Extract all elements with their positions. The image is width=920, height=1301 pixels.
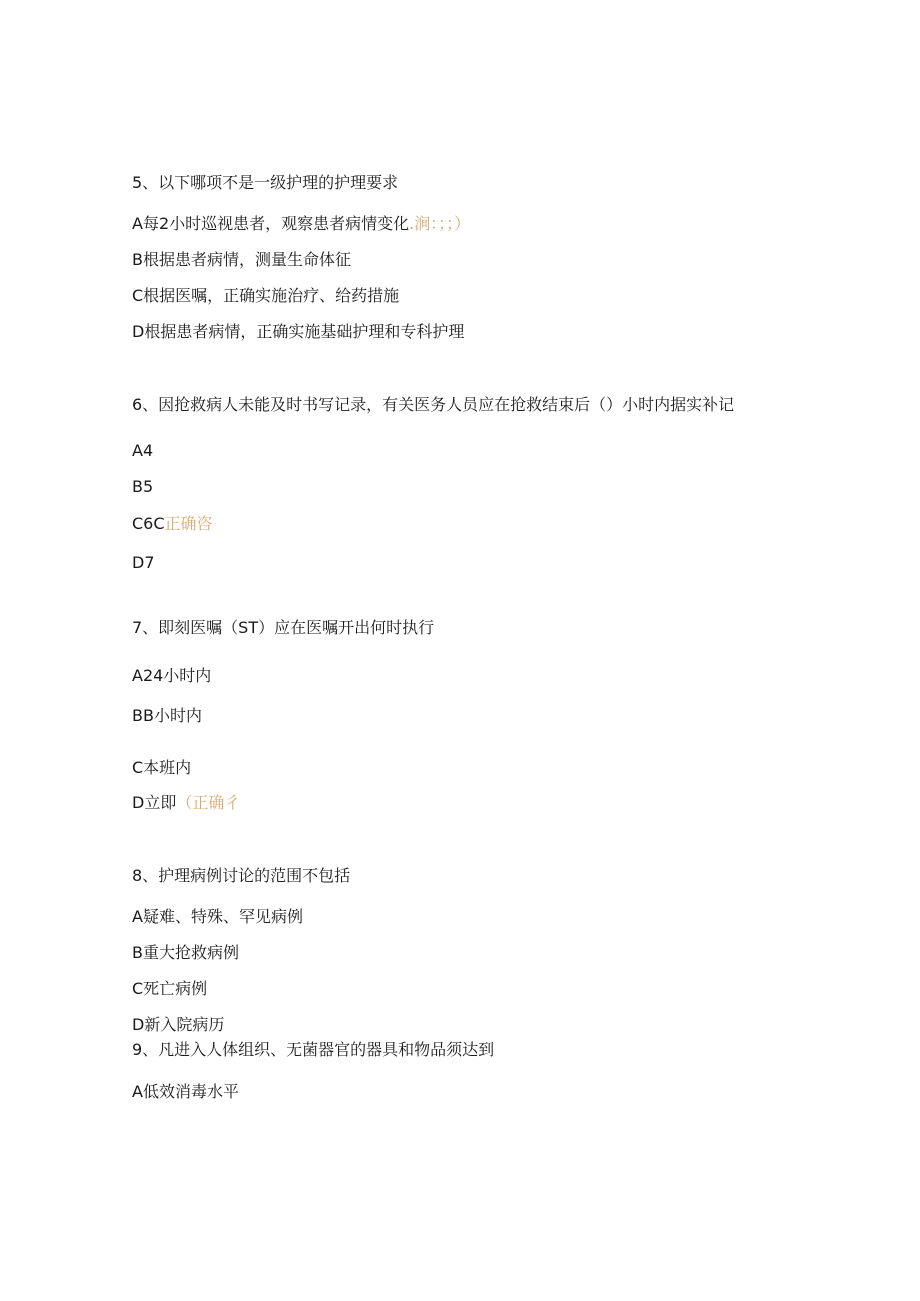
option-text: A每2小时巡视患者，观察患者病情变化	[132, 214, 410, 233]
option-c	[132, 286, 399, 306]
margin-note: （正确彳	[176, 793, 241, 812]
option-c	[132, 758, 191, 778]
question-stem: 7、即刻医嘱（ST）应在医嘱开出何时执行	[132, 618, 435, 637]
option-text: C6C	[132, 514, 165, 533]
option-text: B重大抢救病例	[132, 943, 239, 962]
question-stem: 8、护理病例讨论的范围不包括	[132, 866, 351, 885]
option-a	[132, 441, 153, 461]
option-b	[132, 250, 351, 270]
option-b	[132, 706, 202, 726]
option-d	[132, 553, 155, 573]
option-text: A疑难、特殊、罕见病例	[132, 907, 303, 926]
option-a	[132, 666, 211, 686]
margin-note: 正确咨	[164, 514, 213, 533]
margin-note: .涧：；；）	[409, 214, 471, 233]
option-b	[132, 943, 239, 963]
option-text: D7	[132, 553, 155, 572]
option-a	[132, 1082, 239, 1102]
question-stem: 5、以下哪项不是一级护理的护理要求	[132, 173, 399, 192]
option-a	[132, 907, 303, 927]
question-stem: 9、凡进入人体组织、无菌器官的器具和物品须达到	[132, 1040, 495, 1059]
option-text: B根据患者病情，测量生命体征	[132, 250, 351, 269]
option-a	[132, 214, 470, 234]
option-text: BB小时内	[132, 706, 202, 725]
question-stem: 6、因抢救病人未能及时书写记录，有关医务人员应在抢救结束后（）小时内据实补记	[132, 395, 735, 414]
option-text: C死亡病例	[132, 979, 208, 998]
option-text: A24小时内	[132, 666, 212, 685]
option-c	[132, 979, 207, 999]
option-c	[132, 514, 213, 534]
option-d	[132, 322, 464, 342]
option-text: C根据医嘱，正确实施治疗、给药措施	[132, 286, 400, 305]
option-text: D新入院病历	[132, 1015, 225, 1034]
option-text: A低效消毒水平	[132, 1082, 239, 1101]
option-text: C本班内	[132, 758, 192, 777]
option-d	[132, 1015, 224, 1035]
option-d	[132, 793, 240, 813]
option-text: D立即	[132, 793, 177, 812]
option-text: B5	[132, 477, 154, 496]
option-b	[132, 477, 153, 497]
option-text: A4	[132, 441, 154, 460]
option-text: D根据患者病情，正确实施基础护理和专科护理	[132, 322, 465, 341]
